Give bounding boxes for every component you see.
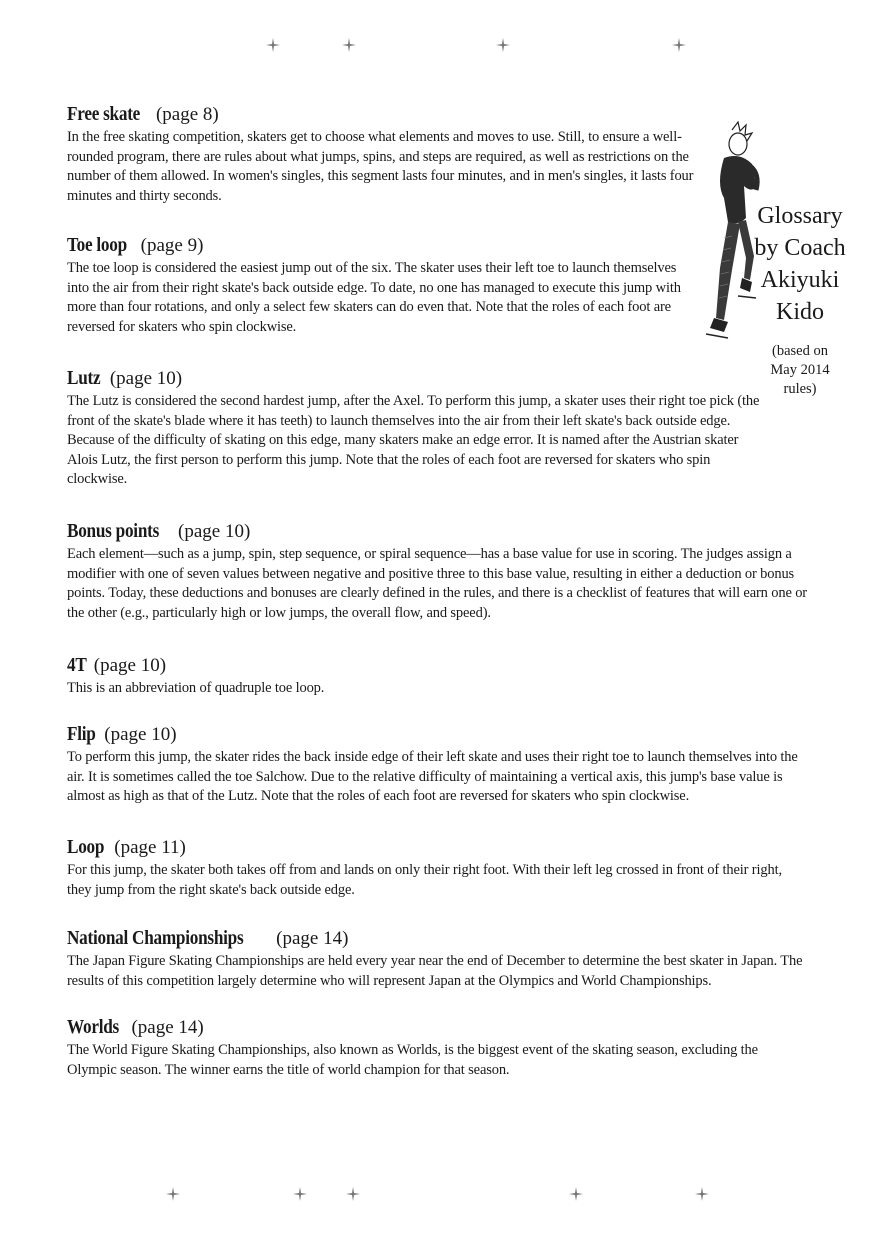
sidebar-title-line: by Coach — [754, 235, 846, 261]
sidebar-note — [752, 342, 848, 399]
entry-page-ref: (page 10) — [104, 724, 177, 745]
sidebar-title — [752, 200, 848, 328]
sidebar-title-line: Glossary — [757, 203, 843, 229]
sparkle-icon — [342, 38, 356, 52]
entry-definition: The Lutz is considered the second hardest jump, after the Axel. To perform this jump, a skater uses their right toe pick (the front of the skate's blade where it has teeth) to launch themselves into the air from their left skate's back outside edge. Because of the difficulty of skating on this edge, many skaters make an edge error. It is named after the Austrian skater Alois Lutz, the first person to perform this jump. Note that the roles of each foot are reversed for skaters who spin clockwise. — [67, 393, 760, 488]
entry-page-ref: (page 8) — [155, 104, 219, 125]
entry-definition: This is an abbreviation of quadruple toe loop. — [67, 680, 325, 696]
entry-term: Toe loop — [67, 234, 127, 256]
glossary-sidebar — [752, 200, 848, 399]
entry-definition: For this jump, the skater both takes off from and lands on only their right foot. With their left leg crossed in front of their right, they jump from the right skate's back outside edge. — [67, 862, 782, 898]
entry-definition: The toe loop is considered the easiest jump out of the six. The skater uses their left toe to launch themselves into the air from their right skate's back outside edge. To date, no one has managed to execute this jump with more than four rotations, and only a select few skaters can do even that. Note that the roles of each foot are reversed for skaters who spin clockwise. — [67, 260, 681, 335]
sparkle-icon — [346, 1187, 360, 1201]
sparkle-icon — [266, 38, 280, 52]
glossary-entry — [67, 366, 767, 490]
glossary-entry — [67, 722, 807, 807]
entry-term: 4T — [67, 654, 87, 676]
entry-term: Flip — [67, 723, 96, 745]
sidebar-title-line: Akiyuki — [760, 267, 840, 293]
glossary-entry — [67, 102, 707, 206]
glossary-entry — [67, 519, 807, 623]
sparkle-icon — [293, 1187, 307, 1201]
glossary-entry — [67, 653, 807, 699]
entry-term: Lutz — [67, 367, 101, 389]
sparkle-icon — [166, 1187, 180, 1201]
sidebar-note-line: (based on — [772, 343, 828, 359]
entry-definition: To perform this jump, the skater rides the back inside edge of their left skate and uses their right toe to launch themselves into the air. It is sometimes called the toe Salchow. Due to the relative difficulty of maintaining a vertical axis, this jump's base value is almost as high as that of the Lutz. Note that the roles of each foot are reversed for skaters who spin clockwise. — [67, 749, 798, 805]
entry-definition: In the free skating competition, skaters get to choose what elements and moves to use. Still, to ensure a well-rounded program, there are rules about what jumps, spins, and steps are required, as well as restrictions on the number of them allowed. In women's singles, this segment lasts four minutes, and in men's singles, it lasts four minutes and thirty seconds. — [67, 129, 694, 204]
entry-page-ref: (page 9) — [140, 235, 204, 256]
entry-term: Bonus points — [67, 520, 160, 542]
entry-page-ref: (page 10) — [109, 368, 183, 389]
entry-term: Free skate — [67, 103, 141, 125]
entry-term: Worlds — [67, 1016, 119, 1038]
entry-definition: The World Figure Skating Championships, also known as Worlds, is the biggest event of the skating season, excluding the Olympic season. The winner earns the title of world champion for that season. — [67, 1042, 758, 1078]
sparkle-icon — [695, 1187, 709, 1201]
entry-page-ref: (page 14) — [131, 1017, 204, 1038]
entry-page-ref: (page 14) — [276, 928, 349, 949]
sidebar-note-line: rules) — [783, 381, 817, 397]
entry-definition: Each element—such as a jump, spin, step sequence, or spiral sequence—has a base value for use in scoring. The judges assign a modifier with one of seven values between negative and positive three to this base value, resulting in either a deduction or bonus points. Today, these deductions and bonuses are clearly defined in the rules, and there is a checklist of features that will earn one or the other (e.g., particularly high or low jumps, the overall flow, and speed). — [67, 546, 807, 621]
sidebar-title-line: Kido — [776, 299, 824, 325]
sparkle-icon — [672, 38, 686, 52]
glossary-entry — [67, 926, 807, 991]
glossary-entry — [67, 1015, 807, 1080]
sidebar-note-line: May 2014 — [770, 362, 830, 378]
entry-term: Loop — [67, 836, 105, 858]
sparkle-icon — [496, 38, 510, 52]
entry-page-ref: (page 10) — [93, 655, 167, 676]
entry-page-ref: (page 11) — [114, 837, 186, 858]
entry-page-ref: (page 10) — [178, 521, 251, 542]
sparkle-icon — [569, 1187, 583, 1201]
glossary-entry — [67, 835, 807, 900]
entry-definition: The Japan Figure Skating Championships are held every year near the end of December to determine the best skater in Japan. The results of this competition largely determine who will represent Japan at the Olympics and World Championships. — [67, 953, 803, 989]
glossary-entry — [67, 233, 687, 337]
entry-term: National Championships — [67, 927, 244, 949]
